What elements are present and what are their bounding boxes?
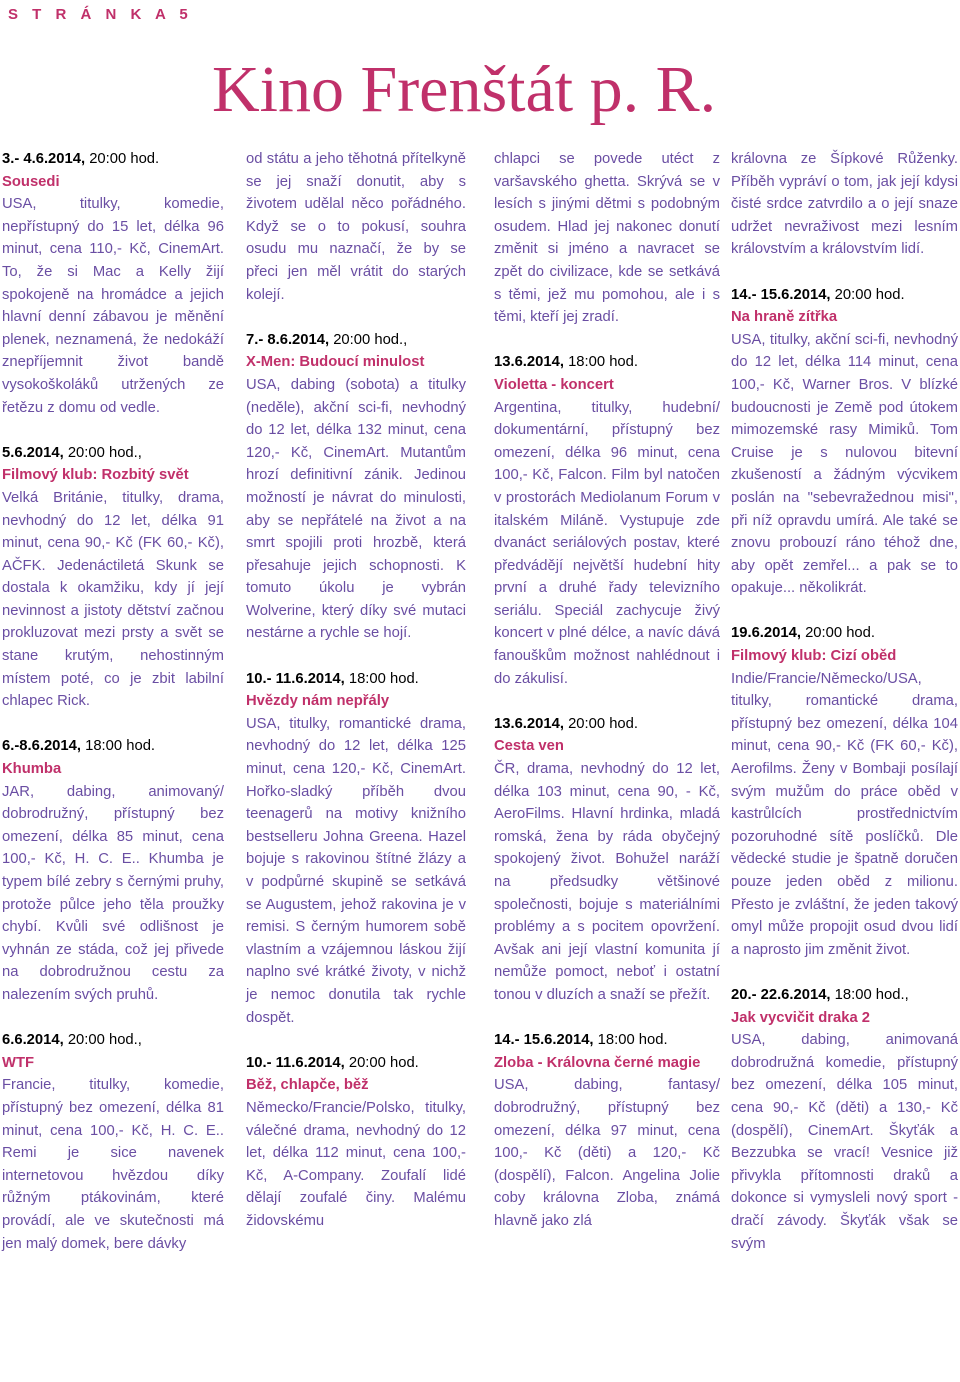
film-description: Německo/Francie/Polsko, titulky, válečné drama, nevhodný do 12 let, délka 112 minut, cena 100,- Kč, A-Company. Zoufalí lidé dělají zoufalé činy. Malému židovskému [246,1099,466,1229]
screening-date: 6.-8.6.2014, 18:00 hod. [2,738,156,755]
film-description: Argentina, titulky, hudební/ dokumentární, přístupný bez omezení, délka 96 minut, cena 100,- Kč, Falcon. Film byl natočen v prostorách Mediolanum Forum v italském Miláně. Vystupuje zde dvanáct seriálových postav, které předvádějí největší hudební hity první a druhé řady televizního seriálu. Speciál zachycuje živý koncert v plné délce, a navíc dává fanouškům možnost nahlédnout i do zákulisí. [494,399,720,687]
film-description: královna ze Šípkové Růženky. Příběh vypráví o tom, jak její kdysi čisté srdce zatvrdilo a o její snaze udržet nevraživost mezi lesním královstvím a královstvím lidí. [731,151,958,258]
film-title: Violetta - koncert [494,376,614,393]
screening-date: 13.6.2014, 20:00 hod. [494,715,639,732]
film-description: USA, dabing, fantasy/ dobrodružný, přístupný bez omezení, délka 97 minut, cena 100,- Kč (děti) a 120,- Kč (dospělí), Falcon. Angelina Jolie coby královna Zloba, známá hlavně jako zlá [494,1077,720,1229]
screening-date: 7.- 8.6.2014, 20:00 hod., [246,331,408,348]
column-1 [2,148,224,1278]
program-entry [2,148,224,419]
film-title: Cesta ven [494,738,564,755]
film-title: Na hraně zítřka [731,309,838,326]
column-2 [246,148,466,1255]
program-entry [246,668,466,1030]
page-title: Kino Frenštát p. R. [212,53,717,126]
screening-date: 3.- 4.6.2014, 20:00 hod. [2,151,160,167]
film-description: chlapci se povede utéct z varšavského ghetta. Skrývá se v lesích s jinými dětmi s podobným osudem. Hlad jej nakonec donutí změnit si jméno a navracet se zpět do civilizace, kde se setkává s těmi, jež mu pomohou, ale i s těmi, kteří jej zradí. [494,151,720,326]
column-3 [494,148,720,1255]
program-entry [494,351,720,690]
program-entry [2,1029,224,1255]
film-description: USA, titulky, akční sci-fi, nevhodný do 12 let, délka 114 minut, cena 100,- Kč, Warner Bros. V blízké budoucnosti je Země pod útokem mimozemské rasy Mimiků. Tom Cruise je s nulovou bitevní zkušeností a žádným výcvikem poslán na "sebevražednou misi", při níž opravdu umírá. Ale také se znovu probouzí ráno téhož dne, aby opět zemřel... a pak se to opakuje... několikrát. [731,331,958,597]
program-entry-continued [246,148,466,306]
film-description: USA, dabing, animovaná dobrodružná komedie, přístupný bez omezení, délka 105 minut, cena 90,- Kč (děti) a 130,- Kč (dospělí), CinemArt. Škyťák a Bezzubka se vrací! Vesnice již přivykla přítomnosti draků a dokonce si vymysleli nový sport - dračí závody. Škyťák však se svým [731,1032,958,1252]
program-entry-continued [494,148,720,329]
program-entry [494,1029,720,1232]
film-title: Khumba [2,761,62,778]
film-title: Jak vycvičit draka 2 [731,1009,871,1026]
program-entry [2,442,224,713]
program-entry-continued [731,148,958,261]
film-title: Filmový klub: Cizí oběd [731,648,897,665]
screening-date: 14.- 15.6.2014, 18:00 hod. [494,1032,668,1049]
program-entry [246,329,466,645]
film-description: od státu a jeho těhotná přítelkyně se jej snaží donutit, aby s životem udělal něco pořádného. Když se o to pokusí, souhra osudu mu naznačí, že by se přeci jen měl vrátit do starých kolejí. [246,151,466,303]
screening-date: 10.- 11.6.2014, 18:00 hod. [246,670,419,687]
film-title: Filmový klub: Rozbitý svět [2,467,189,484]
program-entry [731,284,958,600]
film-description: Velká Británie, titulky, drama, nevhodný do 12 let, délka 91 minut, cena 90,- Kč (FK 60,- Kč), AČFK. Jedenáctiletá Skunk se dostala k okamžiku, kdy jí její nevinnost a jistoty dětství začnou prokluzovat mezi prsty a svět se stane krutým, nehostinným místem poté, co je zbit labilní chlapec Rick. [2,489,224,710]
screening-date: 10.- 11.6.2014, 20:00 hod. [246,1054,419,1071]
film-description: ČR, drama, nevhodný do 12 let, délka 103 minut, cena 90, - Kč, AeroFilms. Hlavní hrdinka, mladá romská, žena by ráda obyčejný spokojený život. Bohužel naráží na předsudky většinové společnosti, bojuje s materiálními problémy a s pocitem opovržení. Avšak ani její vlastní komunita jí nemůže pomoct, neboť i ostatní tonou v dluzích a snaží se přežít. [494,761,720,1003]
program-entry [731,622,958,961]
film-title: Sousedi [2,173,60,190]
film-title: Běž, chlapče, běž [246,1077,369,1094]
program-entry [246,1052,466,1233]
column-4 [731,148,958,1278]
screening-date: 13.6.2014, 18:00 hod. [494,354,639,371]
screening-date: 14.- 15.6.2014, 20:00 hod. [731,286,905,303]
program-entry [2,735,224,1006]
film-description: USA, titulky, komedie, nepřístupný do 15 let, délka 96 minut, cena 110,- Kč, CinemArt. To, že si Mac a Kelly žijí spokojeně na hromádce a jejich hlavní denní zábavou je měnění plenek, neznamená, že nedokáží znepříjemnit život bandě vysokoškoláků utržených ze řetězu z domu od vedle. [2,196,224,416]
film-title: Zloba - Královna černé magie [494,1054,701,1071]
page-label: S T R Á N K A 5 [8,6,193,23]
program-entry [731,984,958,1255]
screening-date: 20.- 22.6.2014, 18:00 hod., [731,986,909,1003]
film-title: X-Men: Budoucí minulost [246,354,425,371]
film-description: Indie/Francie/Německo/USA, titulky, romantické drama, přístupný bez omezení, délka 104 minut, cena 90,- Kč (FK 60,- Kč), Aerofilms. Ženy v Bombaji posílají svým mužům do práce oběd v kastrůlcích prostřednictvím pozoruhodné sítě poslíčků. Dle vědecké studie je špatně doručen pouze jeden oběd z milionu. Přesto je zvláštní, že jeden takový omyl může propojit osud dvou lidí a naprosto jim změnit život. [731,670,958,958]
program-entry [494,713,720,1007]
film-title: WTF [2,1054,35,1071]
screening-date: 5.6.2014, 20:00 hod., [2,444,142,461]
screening-date: 6.6.2014, 20:00 hod., [2,1032,142,1049]
film-title: Hvězdy nám nepřály [246,693,390,710]
film-description: USA, titulky, romantické drama, nevhodný do 12 let, délka 125 minut, cena 120,- Kč, CinemArt. Hořko-sladký příběh dvou teenagerů na motivy knižního bestselleru Johna Greena. Hazel bojuje s rakovinou štítné žlázy a v podpůrné skupině se setkává se Augustem, jehož rakovina je v remisi. S černým humorem sobě vlastním a vzájemnou láskou žijí naplno své krátké životy, v nichž je nemoc donutila tak rychle dospět. [246,715,466,1026]
film-description: Francie, titulky, komedie, přístupný bez omezení, délka 81 minut, cena 100,- Kč, H. C. E.. Remi je sice navenek internetovou hvězdou díky růžným ptákovinám, které provádí, ale ve skutečnosti má jen malý domek, bere dávky [2,1077,224,1252]
film-description: JAR, dabing, animovaný/ dobrodružný, přístupný bez omezení, délka 85 minut, cena 100,- Kč, H. C. E.. Khumba je typem bílé zebry s černými pruhy, protože půlce jeho těla proužky chybí. Kvůli své odlišnost je vyhnán ze stáda, což jej přivede na dobrodružnou cestu za nalezením svých pruhů. [2,783,224,1003]
screening-date: 19.6.2014, 20:00 hod. [731,625,876,642]
film-description: USA, dabing (sobota) a titulky (neděle), akční sci-fi, nevhodný do 12 let, délka 132 minut, cena 120,- Kč, CinemArt. Mutantům hrozí definitivní zánik. Jedinou možností je návrat do minulosti, aby se nepřátelé na život a na smrt spojili proti hrozbě, která přesahuje jejich schopnosti. K tomuto úkolu je vybrán Wolverine, který díky své mutaci nestárne a rychle se hojí. [246,376,466,642]
